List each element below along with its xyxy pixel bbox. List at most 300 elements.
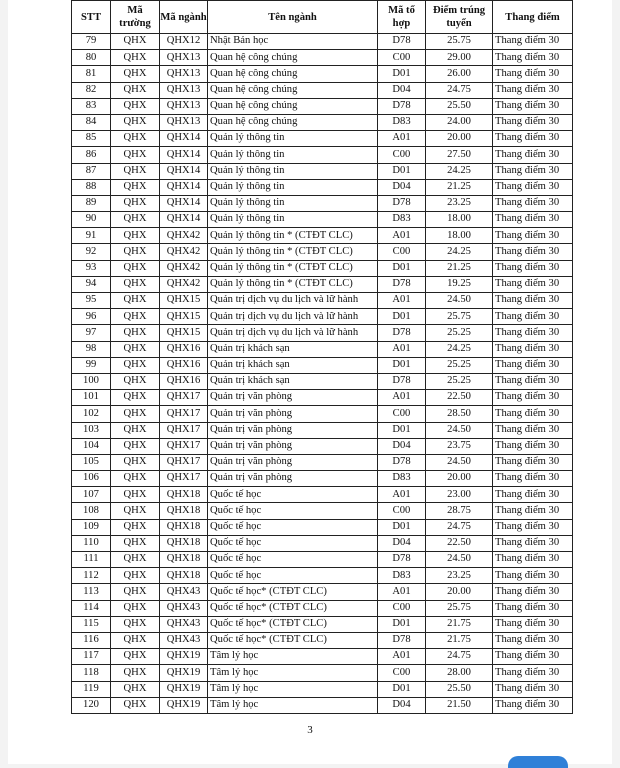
- cell-ma-nganh: QHX14: [160, 147, 208, 163]
- cell-stt: 94: [72, 276, 111, 292]
- cell-thang-diem: Thang điểm 30: [493, 293, 573, 309]
- cell-ten-nganh: Quan hệ công chúng: [208, 82, 378, 98]
- cell-thang-diem: Thang điểm 30: [493, 325, 573, 341]
- cell-ten-nganh: Quản lý thông tin: [208, 147, 378, 163]
- cell-ma-to-hop: A01: [378, 649, 426, 665]
- cell-ma-to-hop: D04: [378, 82, 426, 98]
- table-row: [72, 390, 573, 406]
- cell-ma-to-hop: D78: [378, 325, 426, 341]
- cell-ma-truong: QHX: [111, 487, 160, 503]
- header-ma-to-hop: Mã tổ hợp: [378, 1, 426, 34]
- cell-ma-to-hop: C00: [378, 600, 426, 616]
- cell-ten-nganh: Quản lý thông tin * (CTĐT CLC): [208, 244, 378, 260]
- cell-ten-nganh: Quản trị khách sạn: [208, 357, 378, 373]
- cell-thang-diem: Thang điểm 30: [493, 584, 573, 600]
- cell-ma-truong: QHX: [111, 341, 160, 357]
- table-row: [72, 114, 573, 130]
- cell-ma-to-hop: D78: [378, 34, 426, 50]
- table-row: [72, 373, 573, 389]
- cell-diem: 21.25: [426, 260, 493, 276]
- cell-diem: 25.50: [426, 681, 493, 697]
- cell-thang-diem: Thang điểm 30: [493, 422, 573, 438]
- cell-diem: 23.00: [426, 487, 493, 503]
- cell-ten-nganh: Quản lý thông tin: [208, 163, 378, 179]
- cell-stt: 81: [72, 66, 111, 82]
- cell-ma-nganh: QHX16: [160, 341, 208, 357]
- cell-ten-nganh: Quản trị dịch vụ du lịch và lữ hành: [208, 293, 378, 309]
- cell-ma-nganh: QHX42: [160, 260, 208, 276]
- cell-ma-nganh: QHX17: [160, 390, 208, 406]
- cell-diem: 18.00: [426, 212, 493, 228]
- table-row: [72, 568, 573, 584]
- cell-diem: 22.50: [426, 390, 493, 406]
- cell-ten-nganh: Quản trị văn phòng: [208, 438, 378, 454]
- cell-diem: 20.00: [426, 584, 493, 600]
- cell-stt: 89: [72, 195, 111, 211]
- cell-ten-nganh: Quốc tế học: [208, 568, 378, 584]
- cell-ma-truong: QHX: [111, 114, 160, 130]
- cell-ma-to-hop: D01: [378, 681, 426, 697]
- cell-ma-nganh: QHX43: [160, 600, 208, 616]
- cell-diem: 24.75: [426, 649, 493, 665]
- cell-thang-diem: Thang điểm 30: [493, 195, 573, 211]
- cell-ma-to-hop: D83: [378, 114, 426, 130]
- cell-ma-nganh: QHX19: [160, 681, 208, 697]
- cell-ma-truong: QHX: [111, 584, 160, 600]
- cell-ma-nganh: QHX18: [160, 568, 208, 584]
- cell-diem: 23.25: [426, 195, 493, 211]
- cell-thang-diem: Thang điểm 30: [493, 406, 573, 422]
- cell-thang-diem: Thang điểm 30: [493, 66, 573, 82]
- cell-diem: 29.00: [426, 50, 493, 66]
- table-row: [72, 632, 573, 648]
- cell-stt: 82: [72, 82, 111, 98]
- cell-thang-diem: Thang điểm 30: [493, 341, 573, 357]
- table-row: [72, 325, 573, 341]
- cell-stt: 112: [72, 568, 111, 584]
- cell-ten-nganh: Quốc tế học* (CTĐT CLC): [208, 616, 378, 632]
- cell-ten-nganh: Quan hệ công chúng: [208, 114, 378, 130]
- cell-diem: 28.50: [426, 406, 493, 422]
- cell-thang-diem: Thang điểm 30: [493, 98, 573, 114]
- cell-ma-nganh: QHX13: [160, 114, 208, 130]
- cell-thang-diem: Thang điểm 30: [493, 373, 573, 389]
- cell-stt: 92: [72, 244, 111, 260]
- cell-ten-nganh: Quản trị văn phòng: [208, 471, 378, 487]
- cell-stt: 85: [72, 131, 111, 147]
- table-row: [72, 422, 573, 438]
- table-row: [72, 487, 573, 503]
- cell-ma-to-hop: C00: [378, 406, 426, 422]
- cell-ma-truong: QHX: [111, 212, 160, 228]
- cell-ma-to-hop: D83: [378, 212, 426, 228]
- cell-ma-nganh: QHX17: [160, 471, 208, 487]
- cell-ma-truong: QHX: [111, 681, 160, 697]
- table-row: [72, 276, 573, 292]
- cell-stt: 102: [72, 406, 111, 422]
- table-header: [72, 1, 573, 34]
- cell-stt: 106: [72, 471, 111, 487]
- cell-stt: 108: [72, 503, 111, 519]
- cell-thang-diem: Thang điểm 30: [493, 357, 573, 373]
- cell-thang-diem: Thang điểm 30: [493, 82, 573, 98]
- cell-ma-nganh: QHX14: [160, 163, 208, 179]
- cell-ten-nganh: Quản lý thông tin: [208, 195, 378, 211]
- cell-ma-nganh: QHX14: [160, 131, 208, 147]
- cell-ma-nganh: QHX43: [160, 584, 208, 600]
- cell-thang-diem: Thang điểm 30: [493, 632, 573, 648]
- cell-ma-nganh: QHX12: [160, 34, 208, 50]
- table-row: [72, 584, 573, 600]
- cell-ma-truong: QHX: [111, 325, 160, 341]
- header-diem-trung-tuyen: Điểm trúng tuyển: [426, 1, 493, 34]
- cell-ten-nganh: Quản trị dịch vụ du lịch và lữ hành: [208, 325, 378, 341]
- cell-thang-diem: Thang điểm 30: [493, 649, 573, 665]
- cell-stt: 98: [72, 341, 111, 357]
- cell-stt: 84: [72, 114, 111, 130]
- cell-stt: 99: [72, 357, 111, 373]
- cell-ma-to-hop: D04: [378, 535, 426, 551]
- cell-ma-to-hop: D01: [378, 616, 426, 632]
- cell-ma-to-hop: D78: [378, 195, 426, 211]
- cell-diem: 24.25: [426, 341, 493, 357]
- cell-diem: 21.50: [426, 697, 493, 713]
- cell-diem: 18.00: [426, 228, 493, 244]
- cell-ma-to-hop: D78: [378, 373, 426, 389]
- cell-ten-nganh: Quan hệ công chúng: [208, 98, 378, 114]
- cell-ma-nganh: QHX19: [160, 665, 208, 681]
- cell-diem: 25.75: [426, 600, 493, 616]
- table-row: [72, 471, 573, 487]
- cell-ma-truong: QHX: [111, 390, 160, 406]
- cell-thang-diem: Thang điểm 30: [493, 681, 573, 697]
- cell-stt: 80: [72, 50, 111, 66]
- cell-ma-to-hop: D01: [378, 309, 426, 325]
- cell-diem: 24.50: [426, 552, 493, 568]
- cell-thang-diem: Thang điểm 30: [493, 616, 573, 632]
- cell-thang-diem: Thang điểm 30: [493, 568, 573, 584]
- table-row: [72, 147, 573, 163]
- cell-thang-diem: Thang điểm 30: [493, 309, 573, 325]
- cell-ten-nganh: Tâm lý học: [208, 681, 378, 697]
- cell-diem: 24.25: [426, 163, 493, 179]
- cell-ma-to-hop: A01: [378, 293, 426, 309]
- table-row: [72, 34, 573, 50]
- cell-thang-diem: Thang điểm 30: [493, 228, 573, 244]
- document-page: [8, 0, 612, 764]
- cell-stt: 119: [72, 681, 111, 697]
- overlay-corner-shape: [508, 756, 568, 768]
- cell-thang-diem: Thang điểm 30: [493, 212, 573, 228]
- cell-ma-truong: QHX: [111, 66, 160, 82]
- cell-ten-nganh: Nhật Bản học: [208, 34, 378, 50]
- cell-ma-to-hop: C00: [378, 665, 426, 681]
- cell-ma-to-hop: A01: [378, 341, 426, 357]
- cell-thang-diem: Thang điểm 30: [493, 163, 573, 179]
- table-row: [72, 293, 573, 309]
- cell-diem: 24.50: [426, 422, 493, 438]
- cell-diem: 25.25: [426, 373, 493, 389]
- cell-diem: 20.00: [426, 471, 493, 487]
- cell-diem: 23.75: [426, 438, 493, 454]
- table-row: [72, 195, 573, 211]
- cell-ma-truong: QHX: [111, 98, 160, 114]
- cell-ma-to-hop: A01: [378, 390, 426, 406]
- cell-ma-nganh: QHX18: [160, 487, 208, 503]
- cell-thang-diem: Thang điểm 30: [493, 552, 573, 568]
- table-row: [72, 552, 573, 568]
- cell-stt: 115: [72, 616, 111, 632]
- cell-ma-to-hop: D04: [378, 697, 426, 713]
- cell-ma-nganh: QHX19: [160, 649, 208, 665]
- cell-diem: 24.00: [426, 114, 493, 130]
- admission-scores-table: [71, 0, 573, 714]
- table-row: [72, 454, 573, 470]
- cell-ma-truong: QHX: [111, 244, 160, 260]
- cell-ten-nganh: Quốc tế học: [208, 519, 378, 535]
- cell-ma-truong: QHX: [111, 697, 160, 713]
- cell-ma-to-hop: D04: [378, 179, 426, 195]
- cell-stt: 113: [72, 584, 111, 600]
- table-row: [72, 535, 573, 551]
- cell-stt: 86: [72, 147, 111, 163]
- cell-stt: 87: [72, 163, 111, 179]
- cell-thang-diem: Thang điểm 30: [493, 503, 573, 519]
- cell-ma-truong: QHX: [111, 228, 160, 244]
- cell-stt: 110: [72, 535, 111, 551]
- header-ma-nganh: Mã ngành: [160, 1, 208, 34]
- table-row: [72, 244, 573, 260]
- cell-thang-diem: Thang điểm 30: [493, 114, 573, 130]
- cell-ten-nganh: Tâm lý học: [208, 697, 378, 713]
- cell-ten-nganh: Quản lý thông tin: [208, 179, 378, 195]
- cell-ma-truong: QHX: [111, 50, 160, 66]
- cell-ten-nganh: Quản lý thông tin * (CTĐT CLC): [208, 260, 378, 276]
- cell-ma-truong: QHX: [111, 649, 160, 665]
- cell-ten-nganh: Quản trị văn phòng: [208, 422, 378, 438]
- cell-ma-truong: QHX: [111, 260, 160, 276]
- cell-diem: 19.25: [426, 276, 493, 292]
- header-stt: STT: [72, 1, 111, 34]
- cell-thang-diem: Thang điểm 30: [493, 665, 573, 681]
- cell-ma-nganh: QHX14: [160, 212, 208, 228]
- cell-diem: 21.25: [426, 179, 493, 195]
- cell-ma-to-hop: D83: [378, 471, 426, 487]
- table-row: [72, 341, 573, 357]
- cell-ma-truong: QHX: [111, 503, 160, 519]
- cell-diem: 28.00: [426, 665, 493, 681]
- table-row: [72, 357, 573, 373]
- cell-ten-nganh: Quản trị văn phòng: [208, 406, 378, 422]
- cell-ten-nganh: Quản trị văn phòng: [208, 454, 378, 470]
- cell-ma-truong: QHX: [111, 600, 160, 616]
- cell-diem: 20.00: [426, 131, 493, 147]
- cell-diem: 24.75: [426, 82, 493, 98]
- cell-ma-truong: QHX: [111, 632, 160, 648]
- cell-ma-truong: QHX: [111, 422, 160, 438]
- cell-diem: 22.50: [426, 535, 493, 551]
- cell-ma-truong: QHX: [111, 147, 160, 163]
- cell-thang-diem: Thang điểm 30: [493, 50, 573, 66]
- cell-diem: 24.75: [426, 519, 493, 535]
- table-row: [72, 406, 573, 422]
- table-row: [72, 600, 573, 616]
- cell-ma-to-hop: A01: [378, 228, 426, 244]
- cell-ma-to-hop: D01: [378, 260, 426, 276]
- cell-ma-to-hop: C00: [378, 147, 426, 163]
- cell-ma-truong: QHX: [111, 454, 160, 470]
- cell-diem: 27.50: [426, 147, 493, 163]
- cell-diem: 24.25: [426, 244, 493, 260]
- cell-ten-nganh: Quốc tế học* (CTĐT CLC): [208, 584, 378, 600]
- cell-ma-nganh: QHX14: [160, 195, 208, 211]
- cell-ma-truong: QHX: [111, 438, 160, 454]
- cell-stt: 90: [72, 212, 111, 228]
- cell-ma-to-hop: D78: [378, 276, 426, 292]
- cell-ma-truong: QHX: [111, 373, 160, 389]
- cell-ten-nganh: Quốc tế học: [208, 535, 378, 551]
- cell-diem: 21.75: [426, 616, 493, 632]
- cell-stt: 79: [72, 34, 111, 50]
- table-row: [72, 50, 573, 66]
- cell-ma-nganh: QHX16: [160, 357, 208, 373]
- cell-ma-to-hop: D78: [378, 454, 426, 470]
- cell-thang-diem: Thang điểm 30: [493, 438, 573, 454]
- cell-thang-diem: Thang điểm 30: [493, 487, 573, 503]
- table-row: [72, 438, 573, 454]
- table-row: [72, 82, 573, 98]
- cell-diem: 24.50: [426, 454, 493, 470]
- cell-ma-truong: QHX: [111, 552, 160, 568]
- table-row: [72, 649, 573, 665]
- cell-ma-truong: QHX: [111, 179, 160, 195]
- cell-stt: 117: [72, 649, 111, 665]
- cell-ten-nganh: Quốc tế học* (CTĐT CLC): [208, 632, 378, 648]
- cell-diem: 23.25: [426, 568, 493, 584]
- cell-diem: 25.75: [426, 34, 493, 50]
- cell-diem: 25.50: [426, 98, 493, 114]
- cell-ma-nganh: QHX42: [160, 276, 208, 292]
- page-number: 3: [307, 724, 313, 736]
- table-row: [72, 131, 573, 147]
- cell-thang-diem: Thang điểm 30: [493, 131, 573, 147]
- header-row: [72, 1, 573, 34]
- cell-diem: 24.50: [426, 293, 493, 309]
- cell-ten-nganh: Tâm lý học: [208, 665, 378, 681]
- cell-stt: 114: [72, 600, 111, 616]
- table-row: [72, 260, 573, 276]
- cell-thang-diem: Thang điểm 30: [493, 34, 573, 50]
- cell-stt: 97: [72, 325, 111, 341]
- table-row: [72, 503, 573, 519]
- cell-stt: 101: [72, 390, 111, 406]
- cell-ma-nganh: QHX17: [160, 454, 208, 470]
- cell-ma-truong: QHX: [111, 276, 160, 292]
- cell-ma-nganh: QHX13: [160, 98, 208, 114]
- cell-ten-nganh: Quản trị dịch vụ du lịch và lữ hành: [208, 309, 378, 325]
- cell-thang-diem: Thang điểm 30: [493, 535, 573, 551]
- cell-ma-nganh: QHX13: [160, 82, 208, 98]
- cell-ten-nganh: Quản lý thông tin: [208, 131, 378, 147]
- cell-ma-to-hop: A01: [378, 487, 426, 503]
- cell-stt: 103: [72, 422, 111, 438]
- cell-thang-diem: Thang điểm 30: [493, 147, 573, 163]
- cell-ma-nganh: QHX17: [160, 438, 208, 454]
- cell-diem: 28.75: [426, 503, 493, 519]
- cell-ma-to-hop: D78: [378, 98, 426, 114]
- cell-ma-to-hop: D04: [378, 438, 426, 454]
- cell-thang-diem: Thang điểm 30: [493, 179, 573, 195]
- cell-stt: 95: [72, 293, 111, 309]
- cell-ma-to-hop: C00: [378, 503, 426, 519]
- cell-stt: 83: [72, 98, 111, 114]
- cell-stt: 111: [72, 552, 111, 568]
- cell-ma-truong: QHX: [111, 568, 160, 584]
- cell-ten-nganh: Quản lý thông tin * (CTĐT CLC): [208, 276, 378, 292]
- cell-ma-nganh: QHX43: [160, 632, 208, 648]
- cell-ma-nganh: QHX16: [160, 373, 208, 389]
- cell-thang-diem: Thang điểm 30: [493, 471, 573, 487]
- table-body: [72, 34, 573, 714]
- cell-ten-nganh: Quan hệ công chúng: [208, 50, 378, 66]
- cell-stt: 118: [72, 665, 111, 681]
- cell-ten-nganh: Quốc tế học: [208, 503, 378, 519]
- table-row: [72, 212, 573, 228]
- cell-stt: 105: [72, 454, 111, 470]
- cell-ma-truong: QHX: [111, 131, 160, 147]
- cell-ma-nganh: QHX18: [160, 519, 208, 535]
- cell-ma-to-hop: A01: [378, 584, 426, 600]
- cell-ma-nganh: QHX15: [160, 293, 208, 309]
- cell-ma-to-hop: D78: [378, 552, 426, 568]
- cell-ma-truong: QHX: [111, 293, 160, 309]
- table-row: [72, 519, 573, 535]
- cell-ten-nganh: Quốc tế học* (CTĐT CLC): [208, 600, 378, 616]
- cell-ten-nganh: Quản trị khách sạn: [208, 341, 378, 357]
- cell-ten-nganh: Quản lý thông tin * (CTĐT CLC): [208, 228, 378, 244]
- cell-diem: 26.00: [426, 66, 493, 82]
- table-row: [72, 98, 573, 114]
- cell-ten-nganh: Quan hệ công chúng: [208, 66, 378, 82]
- table-row: [72, 163, 573, 179]
- cell-ma-nganh: QHX13: [160, 66, 208, 82]
- cell-stt: 96: [72, 309, 111, 325]
- table-row: [72, 665, 573, 681]
- cell-ma-to-hop: C00: [378, 244, 426, 260]
- cell-ma-truong: QHX: [111, 519, 160, 535]
- cell-ma-truong: QHX: [111, 471, 160, 487]
- header-ten-nganh: Tên ngành: [208, 1, 378, 34]
- cell-thang-diem: Thang điểm 30: [493, 390, 573, 406]
- table-row: [72, 616, 573, 632]
- cell-ma-truong: QHX: [111, 309, 160, 325]
- cell-thang-diem: Thang điểm 30: [493, 600, 573, 616]
- cell-ma-nganh: QHX18: [160, 552, 208, 568]
- cell-ma-nganh: QHX43: [160, 616, 208, 632]
- cell-ma-truong: QHX: [111, 34, 160, 50]
- cell-ten-nganh: Quản trị khách sạn: [208, 373, 378, 389]
- cell-ma-nganh: QHX15: [160, 309, 208, 325]
- cell-ma-to-hop: C00: [378, 50, 426, 66]
- cell-thang-diem: Thang điểm 30: [493, 454, 573, 470]
- cell-ma-truong: QHX: [111, 163, 160, 179]
- cell-ma-truong: QHX: [111, 357, 160, 373]
- header-ma-truong: Mã trường: [111, 1, 160, 34]
- cell-ma-nganh: QHX17: [160, 406, 208, 422]
- cell-ma-nganh: QHX18: [160, 503, 208, 519]
- cell-ten-nganh: Quản lý thông tin: [208, 212, 378, 228]
- cell-diem: 25.25: [426, 325, 493, 341]
